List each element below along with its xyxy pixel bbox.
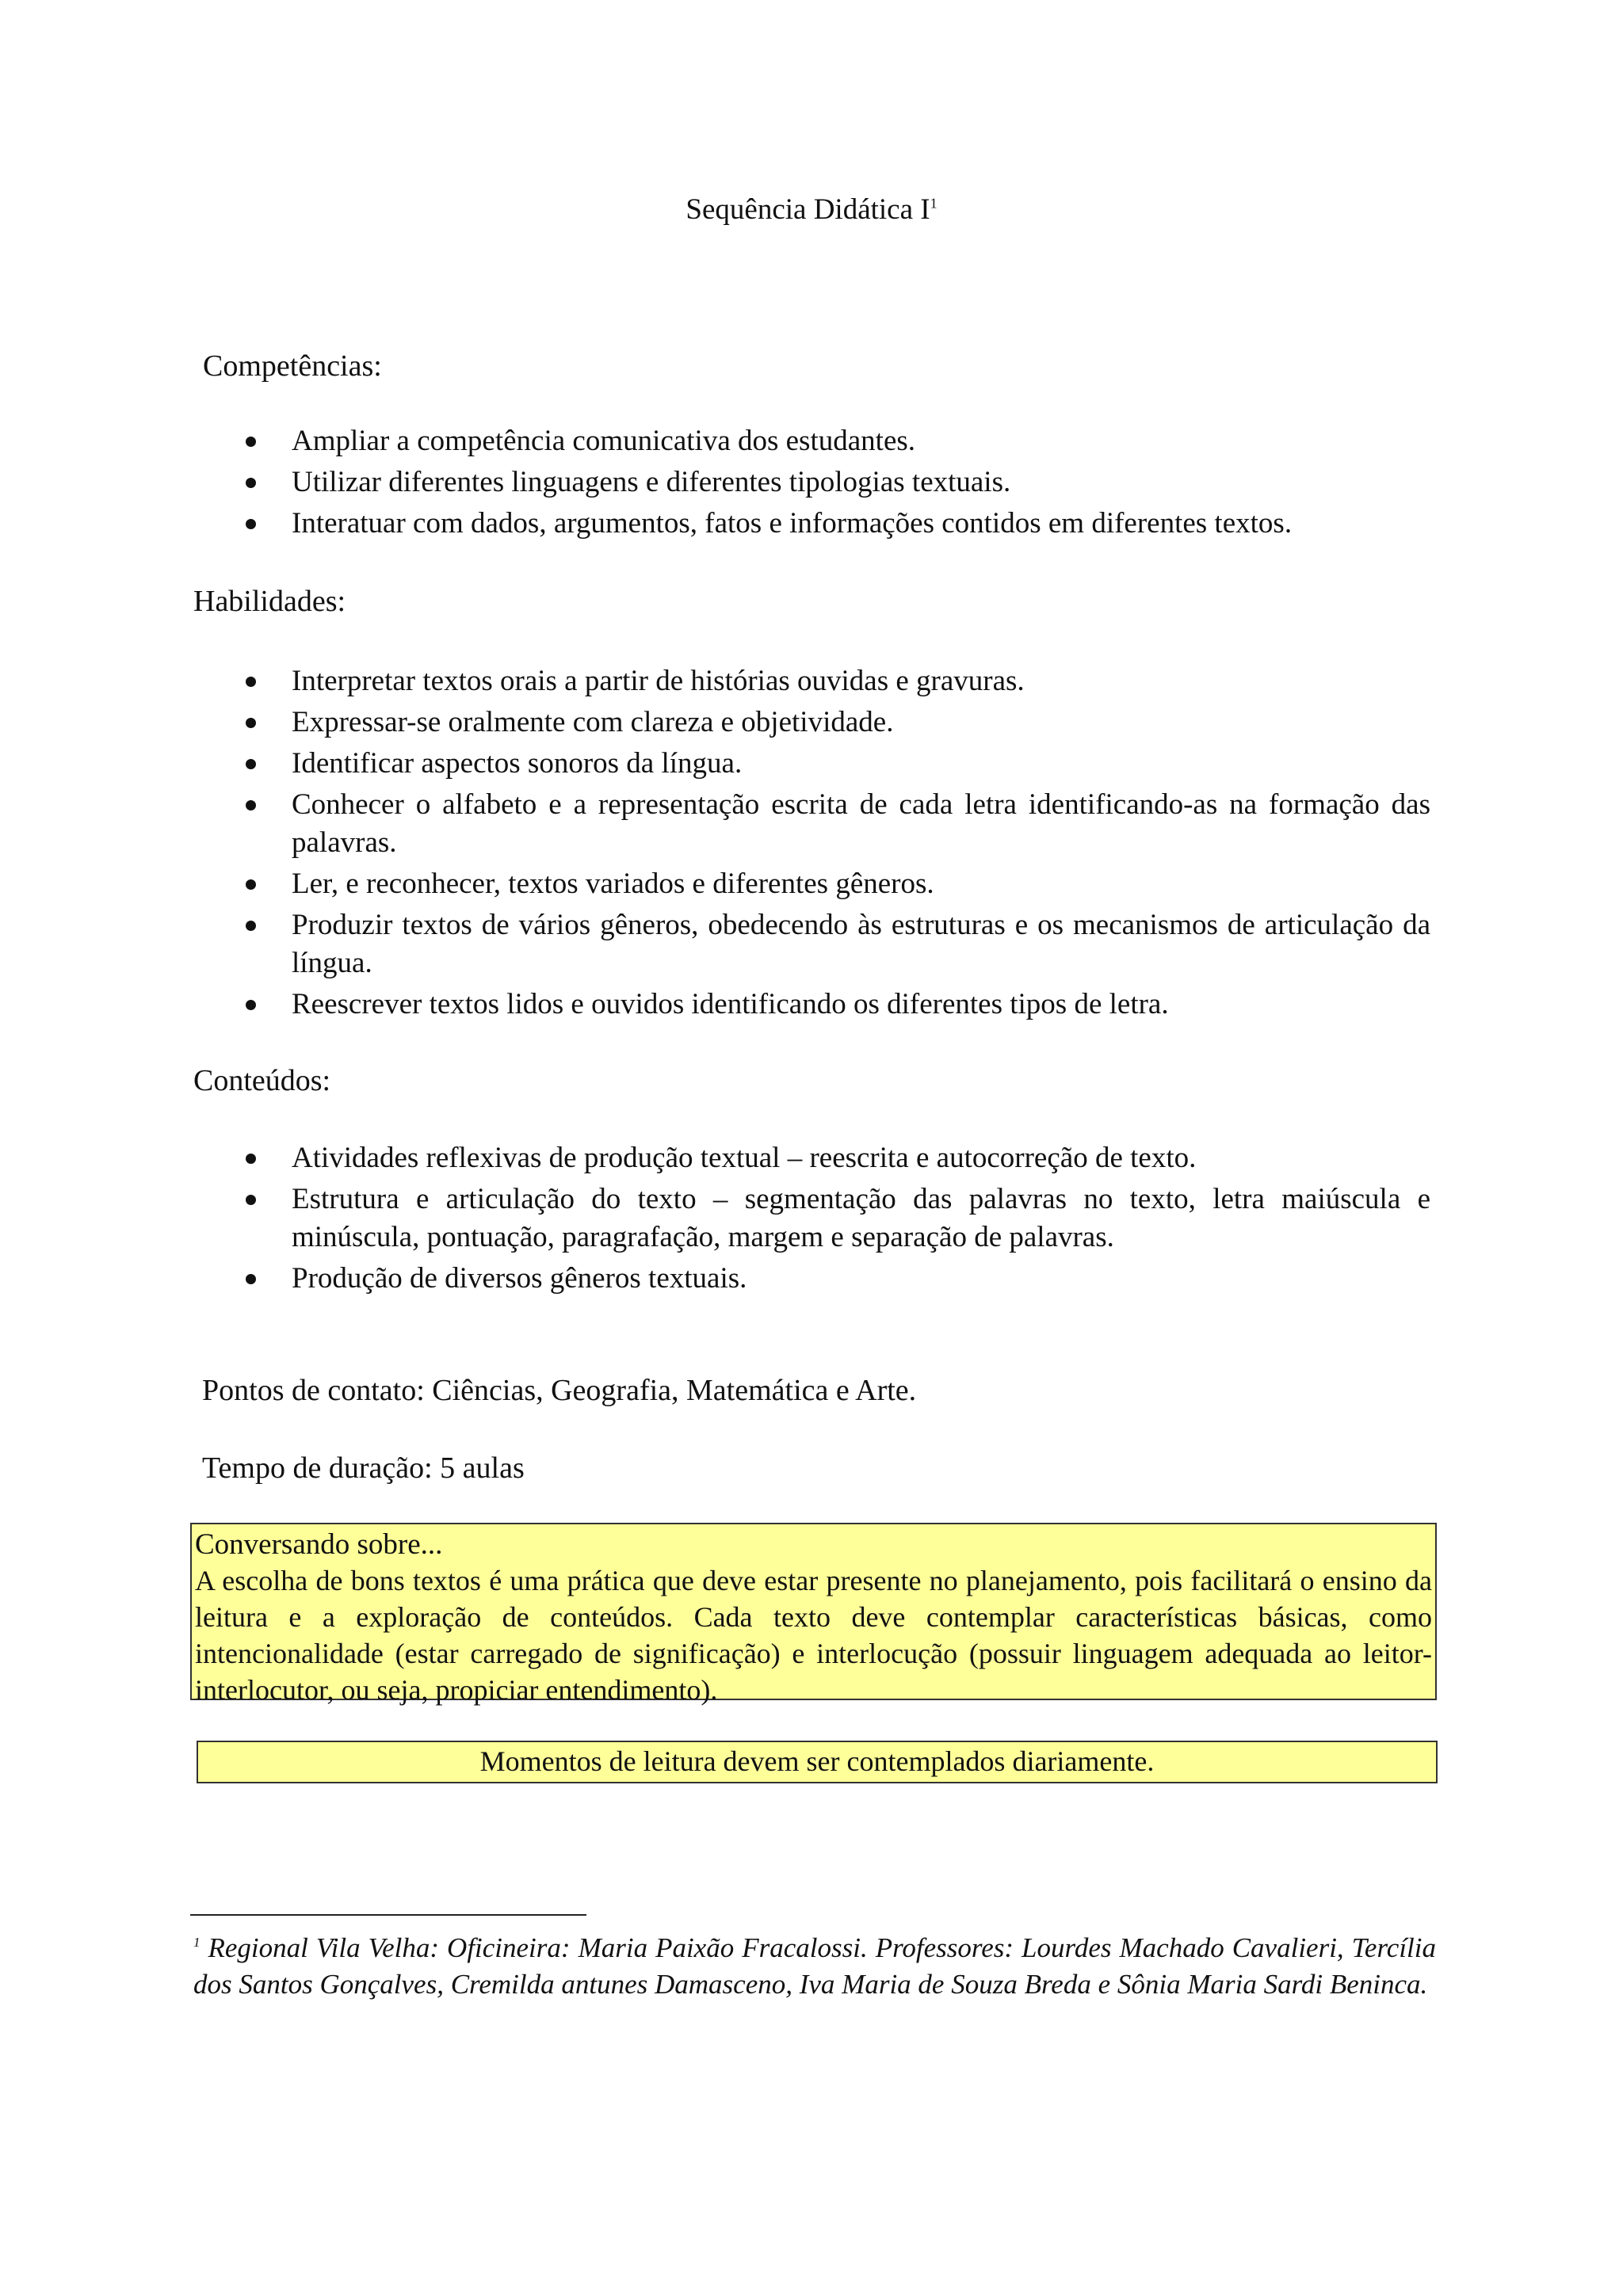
list-item-text: Ler, e reconhecer, textos variados e diferentes gêneros. xyxy=(292,868,934,900)
conversando-box xyxy=(190,1523,1437,1706)
bullet-icon xyxy=(246,879,256,890)
list-item xyxy=(246,1260,1430,1298)
list-item xyxy=(246,505,1430,543)
bullet-icon xyxy=(246,1154,256,1164)
list-item xyxy=(246,1180,1430,1257)
list-item-text: Interpretar textos orais a partir de histórias ouvidas e gravuras. xyxy=(292,665,1025,697)
list-item-text: Produção de diversos gêneros textuais. xyxy=(292,1262,747,1295)
list-item xyxy=(246,422,1430,460)
pontos-de-contato xyxy=(202,1371,916,1410)
conversando-title: Conversando sobre... xyxy=(195,1528,443,1561)
title-footnote-ref: 1 xyxy=(930,195,938,212)
pontos-de-contato-value: Ciências, Geografia, Matemática e Arte. xyxy=(424,1374,917,1407)
conversando-text: A escolha de bons textos é uma prática que deve estar presente no planejamento, pois facilitará o ensino da leitura e a exploração de conteúdos. Cada texto deve contemplar características básicas, como intencionalidade (estar carregado de significação) e interlocução (possuir linguagem adequada ao leitor-interlocutor, ou seja, propiciar entendimento). xyxy=(195,1565,1432,1706)
list-item xyxy=(246,745,1430,783)
habilidades-heading: Habilidades: xyxy=(193,585,346,618)
bullet-icon xyxy=(246,759,256,769)
page-title xyxy=(0,190,1623,230)
list-item xyxy=(246,704,1430,742)
list-item-text: Estrutura e articulação do texto – segmentação das palavras no texto, letra maiúscula e minúscula, pontuação, paragrafação, margem e separação de palavras. xyxy=(292,1183,1430,1253)
footnote-marker: 1 xyxy=(193,1935,200,1951)
list-item xyxy=(246,986,1430,1024)
bullet-icon xyxy=(246,1274,256,1284)
footnote xyxy=(193,1930,1436,2003)
bullet-icon xyxy=(246,519,256,529)
title-text: Sequência Didática I xyxy=(685,193,930,226)
footnote-text: Regional Vila Velha: Oficineira: Maria Paixão Fracalossi. Professores: Lourdes Machado Cavalieri, Tercília dos Santos Gonçalves, Cremilda antunes Damasceno, Iva Maria de Souza Breda e Sônia Maria Sardi Beninca. xyxy=(193,1932,1436,2000)
list-item-text: Conhecer o alfabeto e a representação escrita de cada letra identificando-as na formação das palavras. xyxy=(292,788,1430,859)
list-item-text: Atividades reflexivas de produção textual – reescrita e autocorreção de texto. xyxy=(292,1142,1197,1174)
footnote-divider xyxy=(190,1914,586,1916)
list-item xyxy=(246,786,1430,862)
pontos-de-contato-label: Pontos de contato: xyxy=(202,1374,425,1407)
list-item-text: Interatuar com dados, argumentos, fatos e informações contidos em diferentes textos. xyxy=(292,507,1293,540)
list-item-text: Ampliar a competência comunicativa dos estudantes. xyxy=(292,425,916,457)
list-item xyxy=(246,662,1430,700)
list-item-text: Expressar-se oralmente com clareza e objetividade. xyxy=(292,706,894,738)
bullet-icon xyxy=(246,1000,256,1010)
competencias-list xyxy=(246,422,1430,546)
destaque-text: Momentos de leitura devem ser contemplados diariamente. xyxy=(479,1745,1155,1777)
list-item xyxy=(246,865,1430,903)
list-item xyxy=(246,463,1430,502)
list-item-text: Utilizar diferentes linguagens e diferentes tipologias textuais. xyxy=(292,466,1011,498)
habilidades-list xyxy=(246,662,1430,1027)
bullet-icon xyxy=(246,800,256,810)
list-item-text: Identificar aspectos sonoros da língua. xyxy=(292,747,743,780)
conteudos-list xyxy=(246,1139,1430,1301)
list-item-text: Produzir textos de vários gêneros, obedecendo às estruturas e os mecanismos de articulação da língua. xyxy=(292,909,1430,979)
bullet-icon xyxy=(246,478,256,488)
destaque-box xyxy=(197,1741,1438,1783)
competencias-heading: Competências: xyxy=(203,349,382,383)
bullet-icon xyxy=(246,1195,256,1205)
bullet-icon xyxy=(246,718,256,728)
list-item xyxy=(246,906,1430,982)
tempo-de-duracao: Tempo de duração: 5 aulas xyxy=(202,1451,525,1485)
bullet-icon xyxy=(246,677,256,687)
list-item xyxy=(246,1139,1430,1177)
list-item-text: Reescrever textos lidos e ouvidos identificando os diferentes tipos de letra. xyxy=(292,988,1169,1020)
bullet-icon xyxy=(246,437,256,447)
bullet-icon xyxy=(246,921,256,931)
conteudos-heading: Conteúdos: xyxy=(193,1064,331,1097)
